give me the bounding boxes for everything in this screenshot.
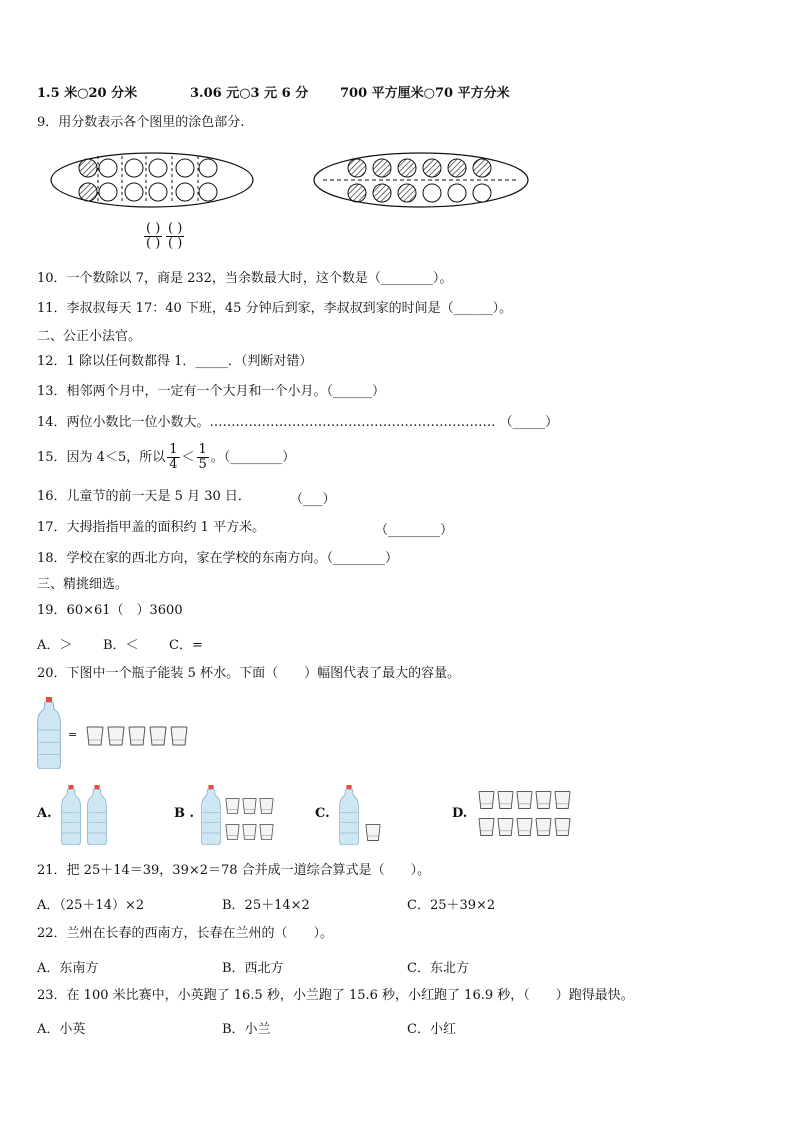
q22-option-a[interactable]: A．东南方 — [37, 961, 99, 976]
question-18: 18．学校在家的西北方向，家在学校的东南方向。（________） — [37, 551, 399, 566]
q21-option-c[interactable]: C．25＋39×2 — [407, 898, 496, 913]
equals-sign: = — [68, 728, 78, 741]
q21-option-b[interactable]: B．25＋14×2 — [222, 898, 310, 913]
question-13: 13．相邻两个月中，一定有一个大月和一个小月。（______） — [37, 384, 386, 399]
option-b-bottle-and-cups[interactable] — [200, 785, 280, 845]
fraction-answer-2[interactable]: $\frac{( )}{( )}$ — [168, 221, 183, 251]
question-12: 12．1 除以任何数都得 1．_____．（判断对错） — [37, 354, 313, 369]
q19-option-a[interactable]: A．＞ — [37, 638, 73, 653]
compare-item-2: 3.06 元○3 元 6 分 — [190, 86, 309, 101]
q20-option-b[interactable]: B . — [174, 806, 195, 821]
option-d-ten-cups[interactable] — [478, 790, 573, 840]
q23-option-c[interactable]: C．小红 — [407, 1022, 456, 1037]
option-a-two-bottles[interactable] — [60, 785, 112, 845]
q20-option-a[interactable]: A. — [37, 806, 52, 821]
fraction-answer-1[interactable]: $\frac{( )}{( )}$ — [146, 221, 161, 251]
q22-option-c[interactable]: C．东北方 — [407, 961, 469, 976]
q20-option-d[interactable]: D. — [452, 806, 468, 821]
q23-option-b[interactable]: B．小兰 — [222, 1022, 271, 1037]
question-15: 15．因为 4＜5，所以 $\frac{1}{4}$ ＜ $\frac{1}{5}$ 。（________） — [37, 442, 296, 472]
figure-2-oval — [313, 150, 538, 210]
figure-1-oval — [50, 150, 260, 210]
q21-option-a[interactable]: A．（25＋14）×2 — [37, 898, 145, 913]
compare-item-1: 1.5 米○20 分米 — [37, 86, 138, 101]
option-c-bottle-and-cup[interactable] — [338, 785, 388, 845]
question-11: 11．李叔叔每天 17：40 下班，45 分钟后到家，李叔叔到家的时间是（______）。 — [37, 301, 513, 316]
q19-option-c[interactable]: C．= — [169, 638, 203, 653]
compare-item-3: 700 平方厘米○70 平方分米 — [340, 86, 510, 101]
q22-option-b[interactable]: B．西北方 — [222, 961, 284, 976]
q20-option-c[interactable]: C. — [315, 806, 330, 821]
question-22: 22．兰州在长春的西南方，长春在兰州的（ ）。 — [37, 926, 334, 941]
q23-option-a[interactable]: A．小英 — [37, 1022, 86, 1037]
question-17: 17．大拇指指甲盖的面积约 1 平方米。 — [37, 520, 266, 535]
question-19: 19．60×61（ ）3600 — [37, 603, 183, 618]
section-2-title: 二、公正小法官。 — [37, 329, 142, 344]
question-16: 16．儿童节的前一天是 5 月 30 日． — [37, 489, 251, 504]
question-16-blank[interactable]: （___） — [290, 492, 336, 507]
q19-option-b[interactable]: B．＜ — [103, 638, 139, 653]
question-23: 23．在 100 米比赛中，小英跑了 16.5 秒，小兰跑了 15.6 秒，小红跑了 16.9 秒，（ ）跑得最快。 — [37, 988, 634, 1003]
question-21: 21．把 25＋14＝39，39×2＝78 合并成一道综合算式是（ ）。 — [37, 863, 431, 878]
question-9: 9．用分数表示各个图里的涂色部分. — [37, 115, 245, 130]
question-10: 10．一个数除以 7，商是 232，当余数最大时，这个数是（________）。 — [37, 271, 453, 286]
question-20: 20．下图中一个瓶子能装 5 杯水。下面（ ）幅图代表了最大的容量。 — [37, 666, 461, 681]
question-14: 14．两位小数比一位小数大。………………………………………………………… （_____） — [37, 415, 559, 430]
question-17-blank[interactable]: （________） — [375, 523, 454, 538]
bottle-equals-cups-image — [36, 695, 196, 771]
section-3-title: 三、精挑细选。 — [37, 577, 129, 592]
